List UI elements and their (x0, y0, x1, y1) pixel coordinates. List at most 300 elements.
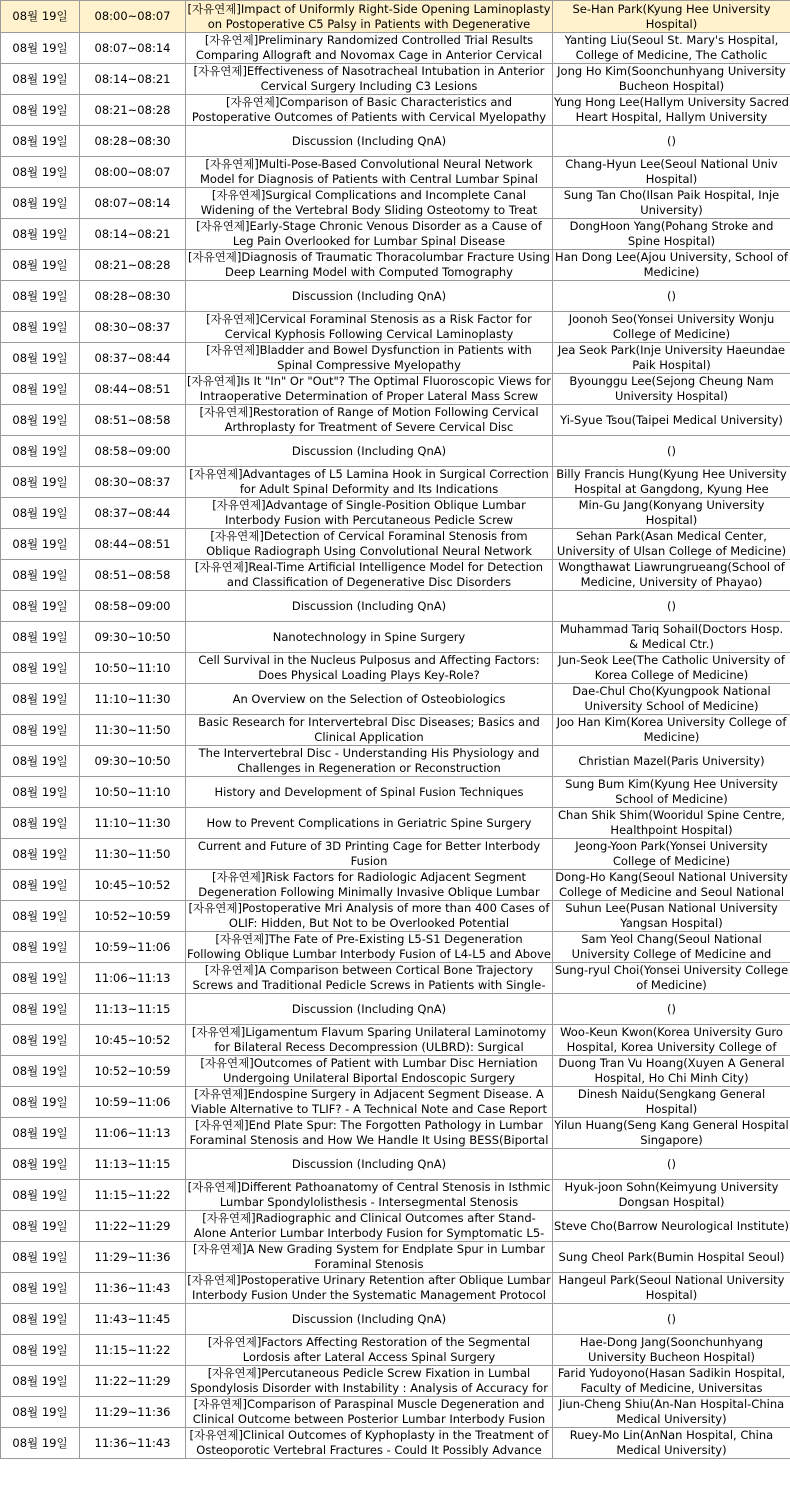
session-time-cell (80, 1335, 186, 1366)
session-time-text: 10:45~10:52 (94, 877, 171, 892)
session-speaker-text: Muhammad Tariq Sohail(Doctors Hosp. & Medical Ctr.) (559, 622, 784, 651)
table-row (1, 1211, 790, 1242)
session-time-cell (80, 374, 186, 405)
session-time-cell (80, 343, 186, 374)
session-time-text: 11:29~11:36 (94, 1249, 171, 1264)
session-speaker-cell (553, 746, 790, 777)
session-date-cell (1, 1335, 80, 1366)
session-time-text: 08:21~08:28 (94, 102, 171, 117)
table-row (1, 839, 790, 870)
session-time-text: 11:15~11:22 (94, 1342, 171, 1357)
session-title-cell (186, 312, 553, 343)
session-title-cell (186, 560, 553, 591)
session-title-cell (186, 157, 553, 188)
session-title-text: [자유연제]Factors Affecting Restoration of the Segmental Lordosis after Lateral Access Spinal Surgery (207, 1335, 531, 1364)
session-speaker-text: Yung Hong Lee(Hallym University Sacred Heart Hospital, Hallym University (554, 95, 789, 124)
session-time-text: 11:15~11:22 (94, 1187, 171, 1202)
session-title-text: [자유연제]Detection of Cervical Foraminal Stenosis from Oblique Radiograph Using Convolutional Neural Network (206, 529, 532, 558)
session-speaker-text: Dae-Chul Cho(Kyungpook National University School of Medicine) (572, 684, 771, 713)
session-title-text: Discussion (Including QnA) (291, 1156, 447, 1171)
session-speaker-cell (553, 777, 790, 808)
session-title-text: Cell Survival in the Nucleus Pulposus and Affecting Factors: Does Physical Loading Plays Key-Role? (198, 653, 540, 682)
session-date-text: 08월 19일 (12, 1218, 68, 1233)
session-time-cell (80, 932, 186, 963)
session-date-text: 08월 19일 (12, 319, 68, 334)
session-time-text: 08:07~08:14 (94, 195, 171, 210)
session-title-cell (186, 715, 553, 746)
session-title-cell (186, 95, 553, 126)
session-title-cell (186, 901, 553, 932)
session-speaker-cell (553, 467, 790, 498)
session-time-cell (80, 498, 186, 529)
session-speaker-cell (553, 1211, 790, 1242)
session-date-text: 08월 19일 (12, 102, 68, 117)
session-date-cell (1, 1242, 80, 1273)
session-speaker-cell (553, 1149, 790, 1180)
session-time-cell (80, 777, 186, 808)
session-speaker-text: Jea Seok Park(Inje University Haeundae Paik Hospital) (557, 343, 786, 372)
session-speaker-text: Christian Mazel(Paris University) (578, 753, 765, 768)
session-title-cell (186, 498, 553, 529)
session-time-text: 08:28~08:30 (94, 133, 171, 148)
session-date-cell (1, 1211, 80, 1242)
session-date-text: 08월 19일 (12, 691, 68, 706)
session-date-cell (1, 684, 80, 715)
session-speaker-text: Wongthawat Liawrungrueang(School of Medicine, University of Phayao) (558, 560, 785, 589)
session-time-cell (80, 839, 186, 870)
session-title-cell (186, 808, 553, 839)
session-time-cell (80, 560, 186, 591)
session-speaker-text: DongHoon Yang(Pohang Stroke and Spine Hospital) (569, 219, 774, 248)
session-speaker-cell (553, 436, 790, 467)
session-title-cell (186, 1366, 553, 1397)
session-time-cell (80, 95, 186, 126)
session-speaker-cell (553, 126, 790, 157)
session-date-cell (1, 126, 80, 157)
session-date-text: 08월 19일 (12, 1249, 68, 1264)
session-date-cell (1, 64, 80, 95)
session-title-text: [자유연제]Preliminary Randomized Controlled Trial Results Comparing Allograft and Novomax Cage in Anterior Cervical (195, 33, 543, 62)
session-time-text: 08:14~08:21 (94, 71, 171, 86)
table-row (1, 1273, 790, 1304)
session-time-cell (80, 622, 186, 653)
session-time-text: 08:28~08:30 (94, 288, 171, 303)
session-title-text: [자유연제]Is It "In" Or "Out"? The Optimal Fluoroscopic Views for Intraoperative Determination of Proper Lateral Mass Screw (187, 374, 551, 403)
session-speaker-text: Suhun Lee(Pusan National University Yangsan Hospital) (565, 901, 778, 930)
session-speaker-text: Jong Ho Kim(Soonchunhyang University Bucheon Hospital) (557, 64, 786, 93)
session-time-cell (80, 1087, 186, 1118)
session-speaker-text: Yi-Syue Tsou(Taipei Medical University) (560, 412, 783, 427)
session-time-cell (80, 653, 186, 684)
session-speaker-text: Joonoh Seo(Yonsei University Wonju College of Medicine) (568, 312, 775, 341)
session-speaker-text: () (667, 443, 676, 458)
session-date-cell (1, 1304, 80, 1335)
session-date-text: 08월 19일 (12, 1125, 68, 1140)
session-speaker-text: Duong Tran Vu Hoang(Xuyen A General Hospital, Ho Chi Minh City) (558, 1056, 785, 1085)
session-date-text: 08월 19일 (12, 9, 68, 23)
session-time-text: 08:00~08:07 (94, 9, 171, 23)
session-date-cell (1, 994, 80, 1025)
session-speaker-text: Joo Han Kim(Korea University College of Medicine) (556, 715, 787, 744)
session-title-text: [자유연제]Real-Time Artificial Intelligence Model for Detection and Classification of Degenerative Disc Disorders (194, 560, 544, 589)
session-date-text: 08월 19일 (12, 226, 68, 241)
session-speaker-cell (553, 1, 790, 33)
session-title-text: The Intervertebral Disc - Understanding His Physiology and Challenges in Regeneration or Reconstruction (198, 746, 540, 775)
session-speaker-text: Sung Cheol Park(Bumin Hospital Seoul) (558, 1249, 785, 1264)
session-title-text: How to Prevent Complications in Geriatric Spine Surgery (206, 815, 532, 830)
session-date-text: 08월 19일 (12, 939, 68, 954)
session-speaker-cell (553, 901, 790, 932)
session-title-text: Current and Future of 3D Printing Cage for Better Interbody Fusion (197, 839, 541, 868)
session-title-text: [자유연제]Postoperative Urinary Retention after Oblique Lumbar Interbody Fusion Under the Systematic Management Protocol (187, 1273, 551, 1302)
session-time-text: 11:36~11:43 (94, 1435, 171, 1450)
session-speaker-cell (553, 994, 790, 1025)
table-row (1, 312, 790, 343)
session-speaker-cell (553, 64, 790, 95)
table-row (1, 467, 790, 498)
session-date-text: 08월 19일 (12, 288, 68, 303)
session-date-cell (1, 374, 80, 405)
session-time-text: 08:58~09:00 (94, 443, 171, 458)
session-title-cell (186, 1056, 553, 1087)
session-title-text: [자유연제]Comparison of Paraspinal Muscle Degeneration and Clinical Outcome between Posterior Lumbar Interbody Fusion (192, 1397, 546, 1426)
session-time-text: 10:52~10:59 (94, 1063, 171, 1078)
session-time-text: 08:00~08:07 (94, 164, 171, 179)
session-date-cell (1, 932, 80, 963)
session-date-cell (1, 1056, 80, 1087)
session-speaker-cell (553, 839, 790, 870)
session-time-cell (80, 1366, 186, 1397)
session-time-cell (80, 1397, 186, 1428)
session-speaker-text: Se-Han Park(Kyung Hee University Hospital) (572, 1, 771, 31)
session-speaker-cell (553, 219, 790, 250)
session-date-cell (1, 1087, 80, 1118)
session-title-text: Nanotechnology in Spine Surgery (272, 629, 466, 644)
session-time-cell (80, 1211, 186, 1242)
session-title-text: [자유연제]Different Pathoanatomy of Central Stenosis in Isthmic Lumbar Spondylolisthesis - Intersegmental Stenosis (187, 1180, 551, 1209)
session-title-text: [자유연제]Restoration of Range of Motion Following Cervical Arthroplasty for Treatment of Severe Cervical Disc (199, 405, 539, 434)
session-title-cell (186, 250, 553, 281)
session-date-cell (1, 95, 80, 126)
session-speaker-text: Billy Francis Hung(Kyung Hee University Hospital at Gangdong, Kyung Hee (556, 467, 787, 496)
session-title-text: [자유연제]Bladder and Bowel Dysfunction in Patients with Spinal Compressive Myelopathy (206, 343, 532, 372)
session-speaker-text: Dong-Ho Kang(Seoul National University College of Medicine and Seoul National (555, 870, 788, 899)
session-title-cell (186, 932, 553, 963)
session-date-cell (1, 1118, 80, 1149)
table-row (1, 1428, 790, 1459)
session-time-cell (80, 1273, 186, 1304)
session-time-text: 11:22~11:29 (94, 1218, 171, 1233)
table-row (1, 1025, 790, 1056)
session-date-text: 08월 19일 (12, 1404, 68, 1419)
table-row (1, 746, 790, 777)
session-title-cell (186, 963, 553, 994)
session-date-cell (1, 963, 80, 994)
session-time-cell (80, 963, 186, 994)
table-row (1, 1242, 790, 1273)
session-title-cell (186, 33, 553, 64)
session-speaker-text: () (667, 1311, 676, 1326)
session-title-cell (186, 405, 553, 436)
session-speaker-text: () (667, 133, 676, 148)
session-speaker-cell (553, 560, 790, 591)
session-time-cell (80, 64, 186, 95)
session-title-cell (186, 622, 553, 653)
session-speaker-cell (553, 1242, 790, 1273)
session-title-text: [자유연제]Surgical Complications and Incomplete Canal Widening of the Vertebral Body Sliding Osteotomy to Treat (200, 188, 538, 217)
session-title-text: An Overview on the Selection of Osteobiologics (232, 691, 506, 706)
session-date-text: 08월 19일 (12, 1156, 68, 1171)
session-title-cell (186, 281, 553, 312)
session-time-text: 08:51~08:58 (94, 412, 171, 427)
session-time-cell (80, 870, 186, 901)
table-row (1, 188, 790, 219)
session-date-cell (1, 33, 80, 64)
session-time-cell (80, 126, 186, 157)
session-date-cell (1, 250, 80, 281)
table-row (1, 1149, 790, 1180)
session-title-text: Discussion (Including QnA) (291, 1311, 447, 1326)
session-date-text: 08월 19일 (12, 412, 68, 427)
session-time-text: 11:22~11:29 (94, 1373, 171, 1388)
session-time-cell (80, 808, 186, 839)
session-date-text: 08월 19일 (12, 629, 68, 644)
session-date-text: 08월 19일 (12, 381, 68, 396)
session-date-text: 08월 19일 (12, 164, 68, 179)
session-speaker-text: Steve Cho(Barrow Neurological Institute) (554, 1218, 789, 1233)
session-title-text: [자유연제]Risk Factors for Radiologic Adjacent Segment Degeneration Following Minimally Invasive Oblique Lumbar (198, 870, 540, 899)
session-speaker-cell (553, 1335, 790, 1366)
session-time-text: 10:50~11:10 (94, 660, 171, 675)
session-time-cell (80, 33, 186, 64)
session-time-cell (80, 1149, 186, 1180)
session-speaker-text: () (667, 598, 676, 613)
session-time-cell (80, 436, 186, 467)
session-speaker-text: Farid Yudoyono(Hasan Sadikin Hospital, Faculty of Medicine, Universitas (557, 1366, 786, 1395)
session-date-text: 08월 19일 (12, 598, 68, 613)
session-title-cell (186, 591, 553, 622)
session-title-cell (186, 1397, 553, 1428)
session-date-cell (1, 715, 80, 746)
session-date-text: 08월 19일 (12, 908, 68, 923)
session-time-text: 11:10~11:30 (94, 691, 171, 706)
session-time-text: 08:58~09:00 (94, 598, 171, 613)
table-row (1, 95, 790, 126)
session-title-text: Discussion (Including QnA) (291, 288, 447, 303)
table-row (1, 250, 790, 281)
table-row (1, 715, 790, 746)
session-date-cell (1, 405, 80, 436)
session-date-text: 08월 19일 (12, 1094, 68, 1109)
table-row (1, 374, 790, 405)
session-speaker-text: Byounggu Lee(Sejong Cheung Nam University Hospital) (569, 374, 774, 403)
session-time-text: 10:50~11:10 (94, 784, 171, 799)
session-time-text: 08:44~08:51 (94, 381, 171, 396)
session-speaker-cell (553, 870, 790, 901)
session-title-cell (186, 1149, 553, 1180)
session-speaker-cell (553, 1025, 790, 1056)
schedule-body (1, 1, 790, 1459)
session-time-cell (80, 715, 186, 746)
session-date-cell (1, 839, 80, 870)
session-time-cell (80, 901, 186, 932)
session-time-text: 09:30~10:50 (94, 629, 171, 644)
session-speaker-cell (553, 498, 790, 529)
session-speaker-cell (553, 591, 790, 622)
session-speaker-cell (553, 808, 790, 839)
session-speaker-text: Jeong-Yoon Park(Yonsei University College of Medicine) (575, 839, 768, 868)
session-date-cell (1, 808, 80, 839)
session-speaker-text: Chan Shik Shim(Wooridul Spine Centre, Healthpoint Hospital) (558, 808, 785, 837)
session-date-cell (1, 188, 80, 219)
session-date-text: 08월 19일 (12, 753, 68, 768)
session-title-text: [자유연제]Percutaneous Pedicle Screw Fixation in Lumbal Spondylosis Disorder with Instability : Analysis of Accuracy for (190, 1366, 548, 1395)
session-speaker-cell (553, 653, 790, 684)
session-title-text: Discussion (Including QnA) (291, 1001, 447, 1016)
session-date-text: 08월 19일 (12, 71, 68, 86)
table-row (1, 343, 790, 374)
session-time-cell (80, 281, 186, 312)
session-time-cell (80, 591, 186, 622)
session-date-text: 08월 19일 (12, 443, 68, 458)
session-date-cell (1, 653, 80, 684)
table-row (1, 1118, 790, 1149)
session-date-cell (1, 467, 80, 498)
session-title-cell (186, 684, 553, 715)
session-speaker-text: Yanting Liu(Seoul St. Mary's Hospital, College of Medicine, The Catholic (564, 33, 779, 62)
table-row (1, 33, 790, 64)
session-title-text: [자유연제]Effectiveness of Nasotracheal Intubation in Anterior Cervical Surgery Including C3 Lesions (193, 64, 545, 93)
session-date-cell (1, 622, 80, 653)
session-time-text: 11:43~11:45 (94, 1311, 171, 1326)
table-row (1, 1087, 790, 1118)
session-speaker-cell (553, 33, 790, 64)
table-row (1, 963, 790, 994)
table-row (1, 684, 790, 715)
session-speaker-cell (553, 1397, 790, 1428)
table-row (1, 622, 790, 653)
session-speaker-cell (553, 622, 790, 653)
session-date-cell (1, 777, 80, 808)
session-speaker-text: Sung Bum Kim(Kyung Hee University School of Medicine) (565, 777, 778, 806)
session-date-cell (1, 1273, 80, 1304)
session-title-text: [자유연제]Multi-Pose-Based Convolutional Neural Network Model for Diagnosis of Patients with Central Lumbar Spinal (200, 157, 538, 186)
session-time-text: 08:51~08:58 (94, 567, 171, 582)
session-title-text: [자유연제]Outcomes of Patient with Lumbar Disc Herniation Undergoing Unilateral Biportal Endoscopic Surgery (200, 1056, 538, 1085)
session-time-text: 11:29~11:36 (94, 1404, 171, 1419)
session-speaker-text: Jiun-Cheng Shiu(An-Nan Hospital-China Medical University) (558, 1397, 785, 1426)
session-title-cell (186, 870, 553, 901)
table-row (1, 1, 790, 33)
session-date-cell (1, 281, 80, 312)
session-time-text: 08:07~08:14 (94, 40, 171, 55)
session-date-cell (1, 219, 80, 250)
table-row (1, 1056, 790, 1087)
table-row (1, 281, 790, 312)
session-title-cell (186, 1118, 553, 1149)
table-row (1, 64, 790, 95)
session-speaker-cell (553, 343, 790, 374)
session-title-cell (186, 1304, 553, 1335)
session-time-text: 11:06~11:13 (94, 1125, 171, 1140)
session-date-text: 08월 19일 (12, 815, 68, 830)
session-title-cell (186, 1335, 553, 1366)
session-speaker-cell (553, 715, 790, 746)
session-time-text: 10:59~11:06 (94, 939, 171, 954)
session-title-cell (186, 343, 553, 374)
session-title-cell (186, 374, 553, 405)
session-date-cell (1, 1149, 80, 1180)
session-time-cell (80, 1118, 186, 1149)
session-time-cell (80, 1025, 186, 1056)
session-speaker-text: Dinesh Naidu(Sengkang General Hospital) (577, 1087, 766, 1116)
session-time-text: 10:45~10:52 (94, 1032, 171, 1047)
session-title-cell (186, 1180, 553, 1211)
session-date-text: 08월 19일 (12, 195, 68, 210)
session-date-cell (1, 498, 80, 529)
session-date-cell (1, 591, 80, 622)
session-speaker-cell (553, 932, 790, 963)
session-time-cell (80, 312, 186, 343)
session-time-text: 11:30~11:50 (94, 846, 171, 861)
session-speaker-text: Yilun Huang(Seng Kang General Hospital Singapore) (554, 1118, 789, 1147)
table-row (1, 1335, 790, 1366)
session-speaker-text: Jun-Seok Lee(The Catholic University of Korea College of Medicine) (558, 653, 785, 682)
session-speaker-cell (553, 684, 790, 715)
session-date-cell (1, 1025, 80, 1056)
session-time-cell (80, 994, 186, 1025)
session-title-text: [자유연제]Impact of Uniformly Right-Side Opening Laminoplasty on Postoperative C5 Palsy in Patients with Degenerative (187, 1, 551, 31)
session-date-cell (1, 1397, 80, 1428)
session-title-cell (186, 1242, 553, 1273)
table-row (1, 1180, 790, 1211)
session-date-cell (1, 529, 80, 560)
session-speaker-text: Han Dong Lee(Ajou University, School of Medicine) (555, 250, 788, 279)
table-row (1, 653, 790, 684)
table-row (1, 405, 790, 436)
table-row (1, 1366, 790, 1397)
session-date-cell (1, 870, 80, 901)
table-row (1, 808, 790, 839)
session-title-text: [자유연제]Diagnosis of Traumatic Thoracolumbar Fracture Using Deep Learning Model with Computed Tomography (187, 250, 550, 279)
session-title-text: [자유연제]Advantage of Single-Position Oblique Lumbar Interbody Fusion with Percutaneous Pedicle Screw (212, 498, 526, 527)
session-speaker-cell (553, 529, 790, 560)
session-date-text: 08월 19일 (12, 536, 68, 551)
session-title-text: [자유연제]Clinical Outcomes of Kyphoplasty in the Treatment of Osteoporotic Vertebral Fractures - Could It Possibly Advance (189, 1428, 549, 1457)
session-title-cell (186, 126, 553, 157)
session-time-cell (80, 1428, 186, 1459)
session-speaker-cell (553, 1087, 790, 1118)
session-speaker-cell (553, 281, 790, 312)
session-date-text: 08월 19일 (12, 1032, 68, 1047)
session-time-text: 08:30~08:37 (94, 319, 171, 334)
session-title-text: [자유연제]Postoperative Mri Analysis of more than 400 Cases of OLIF: Hidden, But Not to be Overlooked Potential (188, 901, 550, 930)
session-speaker-cell (553, 405, 790, 436)
session-title-cell (186, 653, 553, 684)
table-row (1, 219, 790, 250)
session-date-text: 08월 19일 (12, 970, 68, 985)
session-date-text: 08월 19일 (12, 350, 68, 365)
session-title-cell (186, 436, 553, 467)
table-row (1, 529, 790, 560)
session-title-cell (186, 1273, 553, 1304)
session-date-text: 08월 19일 (12, 1063, 68, 1078)
session-date-text: 08월 19일 (12, 505, 68, 520)
session-title-text: [자유연제]Radiographic and Clinical Outcomes after Stand-Alone Anterior Lumbar Interbody Fusion for Symptomatic L5- (193, 1211, 545, 1240)
session-title-text: [자유연제]Cervical Foraminal Stenosis as a Risk Factor for Cervical Kyphosis Following Cervical Laminoplasty (206, 312, 532, 341)
session-date-cell (1, 436, 80, 467)
session-speaker-text: Sung Tan Cho(Ilsan Paik Hospital, Inje University) (563, 188, 780, 217)
